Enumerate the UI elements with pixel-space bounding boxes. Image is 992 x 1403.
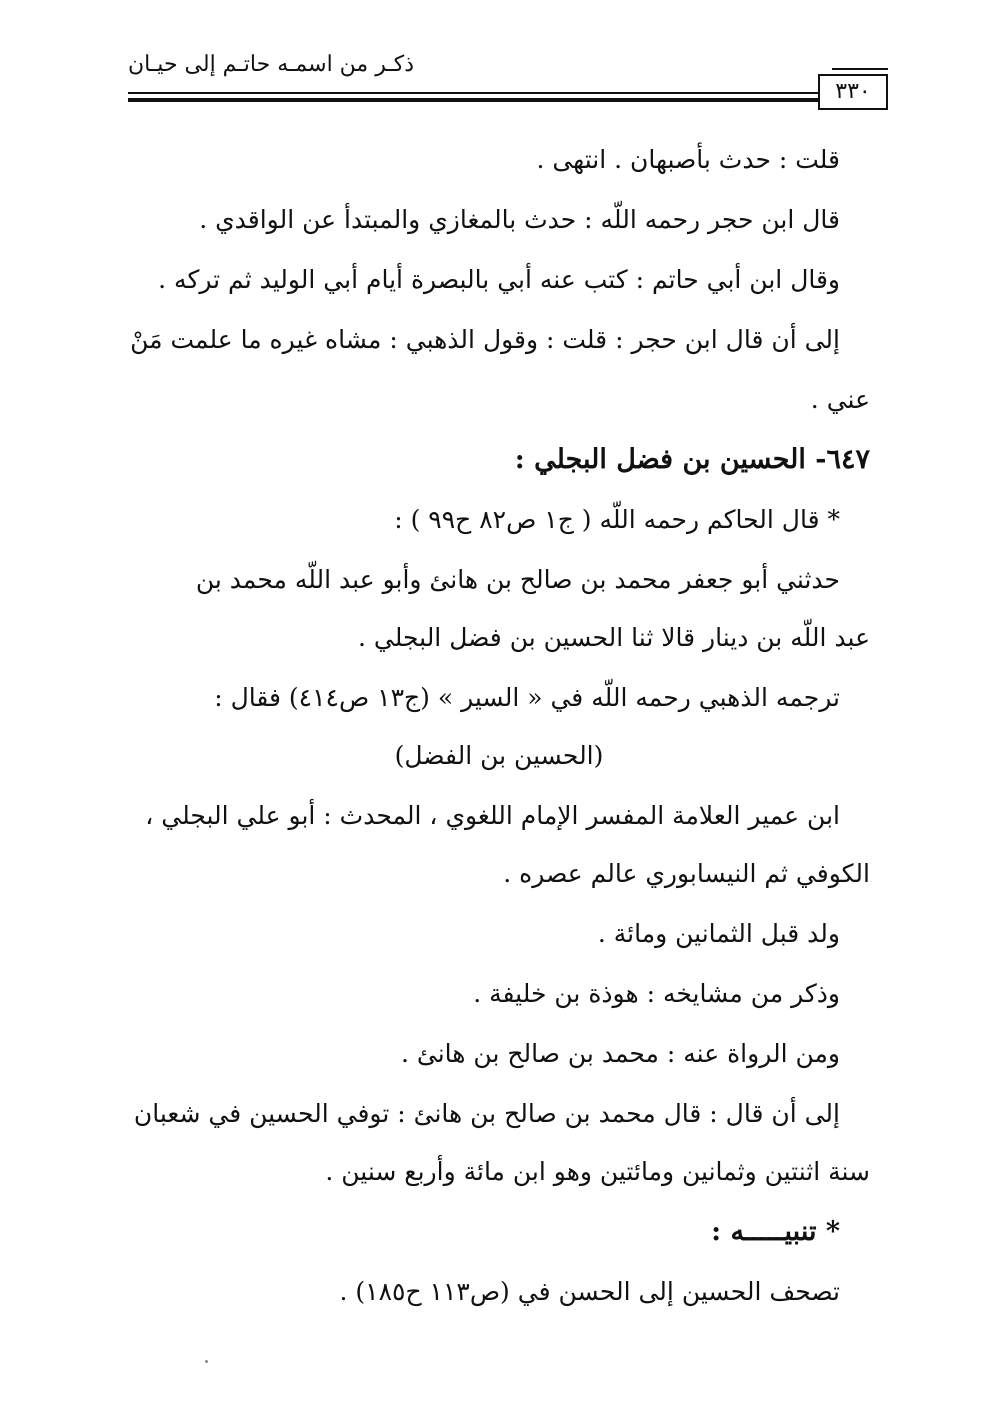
running-head: ذكـر من اسمـه حاتـم إلى حيـان [128,52,415,77]
header-rule-thick [128,98,820,102]
page-number: ٣٣٠ [818,74,888,110]
text-line: سنة اثنتين وثمانين ومائتين وهو ابن مائة وأربع سنين . [325,1157,870,1186]
text-line: ومن الرواة عنه : محمد بن صالح بن هانئ . [400,1039,840,1068]
text-line: قلت : حدث بأصبهان . انتهى . [536,145,840,174]
header-corner-rule [832,68,888,70]
text-line: إلى أن قال : قال محمد بن صالح بن هانئ : توفي الحسين في شعبان [133,1099,840,1128]
page-speck [205,1360,208,1363]
text-line: * قال الحاكم رحمه اللّه ( ج١ ص٨٢ ح٩٩ ) : [394,505,840,534]
entry-heading: ٦٤٧- الحسين بن فضل البجلي : [514,444,870,475]
text-line: ولد قبل الثمانين ومائة . [597,919,840,948]
text-line: ترجمه الذهبي رحمه اللّه في « السير » (ج١٣ ص٤١٤) فقال : [214,683,840,712]
text-line: تصحف الحسين إلى الحسن في (ص١١٣ ح١٨٥) . [339,1277,840,1306]
text-line: حدثني أبو جعفر محمد بن صالح بن هانئ وأبو عبد اللّه محمد بن [195,565,840,594]
text-line: الكوفي ثم النيسابوري عالم عصره . [503,859,870,888]
text-line: وقال ابن أبي حاتم : كتب عنه أبي بالبصرة أيام أبي الوليد ثم تركه . [158,265,840,294]
note-heading: * تنبيـــــه : [711,1216,840,1247]
text-line: عني . [810,385,870,414]
text-line: ابن عمير العلامة المفسر الإمام اللغوي ، المحدث : أبو علي البجلي ، [145,801,840,830]
text-line: عبد اللّه بن دينار قالا ثنا الحسين بن فضل البجلي . [358,623,870,652]
text-line-centered: (الحسين بن الفضل) [394,741,604,770]
text-line: إلى أن قال ابن حجر : قلت : وقول الذهبي : مشاه غيره ما علمت مَنْ [130,325,840,354]
text-line: قال ابن حجر رحمه اللّه : حدث بالمغازي والمبتدأ عن الواقدي . [199,205,840,234]
text-line: وذكر من مشايخه : هوذة بن خليفة . [473,979,840,1008]
header-rule-thin [128,92,820,94]
